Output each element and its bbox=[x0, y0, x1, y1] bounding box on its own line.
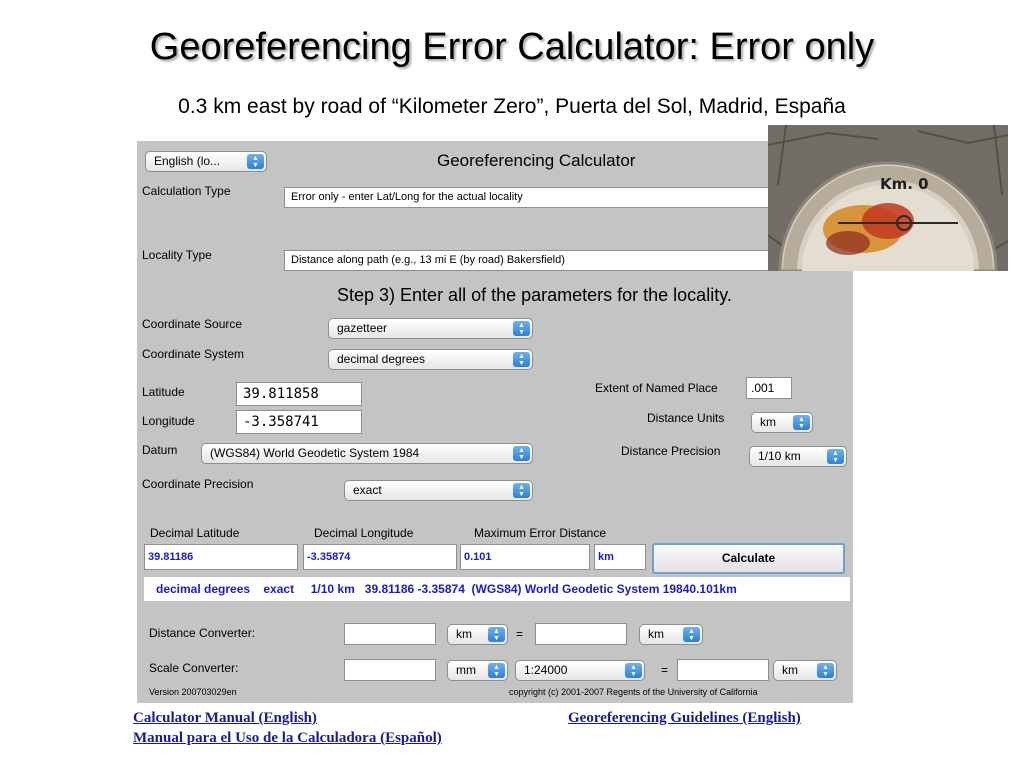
language-select-value: English (lo... bbox=[154, 154, 221, 168]
georeferencing-guidelines-link[interactable]: Georeferencing Guidelines (English) bbox=[568, 710, 801, 726]
coordinate-source-select[interactable] bbox=[328, 318, 533, 339]
coordinate-precision-value: exact bbox=[353, 483, 382, 497]
longitude-label: Longitude bbox=[142, 414, 195, 428]
chevron-updown-icon: ▲ ▼ bbox=[513, 483, 530, 498]
scale-converter-from-unit[interactable] bbox=[447, 660, 508, 681]
chevron-updown-icon: ▲ ▼ bbox=[488, 663, 505, 678]
chevron-updown-icon: ▲ ▼ bbox=[513, 321, 530, 336]
latitude-input[interactable]: 39.811858 bbox=[236, 382, 362, 406]
scale-converter-to-unit[interactable] bbox=[773, 660, 837, 681]
datum-label: Datum bbox=[142, 443, 178, 457]
chevron-updown-icon: ▲ ▼ bbox=[488, 627, 505, 642]
distance-converter-label: Distance Converter: bbox=[149, 626, 256, 640]
distance-precision-select[interactable] bbox=[749, 446, 847, 467]
chevron-updown-icon: ▲ ▼ bbox=[513, 352, 530, 367]
locality-type-label: Locality Type bbox=[142, 248, 212, 262]
decimal-latitude-header: Decimal Latitude bbox=[150, 526, 240, 540]
scale-converter-from-unit-value: mm bbox=[456, 663, 476, 677]
step-instruction: Step 3) Enter all of the parameters for the locality. bbox=[337, 285, 732, 305]
calculator-manual-english-link[interactable]: Calculator Manual (English) bbox=[133, 710, 317, 726]
coordinate-source-label: Coordinate Source bbox=[142, 317, 243, 331]
distance-precision-label: Distance Precision bbox=[621, 444, 721, 458]
copyright-text: copyright (c) 2001-2007 Regents of the University of California bbox=[509, 687, 758, 697]
max-error-header: Maximum Error Distance bbox=[474, 526, 607, 540]
coordinate-system-select[interactable] bbox=[328, 349, 533, 370]
coordinate-precision-label: Coordinate Precision bbox=[142, 477, 254, 491]
distance-converter-from-unit[interactable] bbox=[447, 624, 508, 645]
latitude-label: Latitude bbox=[142, 385, 185, 399]
calculation-type-label: Calculation Type bbox=[142, 184, 231, 198]
language-select[interactable] bbox=[145, 151, 267, 172]
chevron-updown-icon: ▲ ▼ bbox=[827, 449, 844, 464]
distance-units-value: km bbox=[760, 415, 776, 429]
coordinate-precision-select[interactable] bbox=[344, 480, 533, 501]
scale-converter-label: Scale Converter: bbox=[149, 661, 239, 675]
chevron-updown-icon: ▲ ▼ bbox=[683, 627, 700, 642]
coordinate-source-value: gazetteer bbox=[337, 321, 388, 335]
km-zero-plaque-image bbox=[768, 125, 1008, 271]
distance-converter-to-unit-value: km bbox=[648, 627, 664, 641]
version-text: Version 200703029en bbox=[149, 687, 237, 697]
calculation-type-value: Error only - enter Lat/Long for the actual locality bbox=[291, 191, 523, 203]
summary-output: decimal degrees exact 1/10 km 39.81186 -3.35874 (WGS84) World Geodetic System 19840.101km bbox=[144, 577, 850, 601]
coordinate-system-value: decimal degrees bbox=[337, 352, 426, 366]
chevron-updown-icon: ▲ ▼ bbox=[793, 415, 810, 430]
extent-label: Extent of Named Place bbox=[595, 381, 718, 395]
calculator-heading: Georeferencing Calculator bbox=[437, 151, 636, 170]
chevron-updown-icon: ▲ ▼ bbox=[625, 663, 642, 678]
km-zero-plaque-photo bbox=[768, 125, 1008, 271]
distance-converter-input[interactable] bbox=[344, 623, 436, 645]
distance-converter-equals: = bbox=[516, 627, 524, 641]
calculator-manual-spanish-link[interactable]: Manual para el Uso de la Calculadora (Español) bbox=[133, 730, 442, 746]
coordinate-system-label: Coordinate System bbox=[142, 347, 245, 361]
locality-type-value: Distance along path (e.g., 13 mi E (by road) Bakersfield) bbox=[291, 254, 565, 266]
decimal-longitude-header: Decimal Longitude bbox=[314, 526, 414, 540]
plaque-label: Km. 0 bbox=[880, 175, 929, 193]
decimal-latitude-output: 39.81186 bbox=[144, 544, 298, 570]
calculate-button[interactable]: Calculate bbox=[652, 543, 845, 574]
scale-select[interactable] bbox=[515, 660, 645, 681]
error-unit-output: km bbox=[594, 544, 646, 570]
extent-input[interactable]: .001 bbox=[746, 377, 792, 399]
chevron-updown-icon: ▲ ▼ bbox=[247, 154, 264, 169]
scale-converter-input[interactable] bbox=[344, 659, 436, 681]
distance-converter-to-unit[interactable] bbox=[639, 624, 703, 645]
distance-units-select[interactable] bbox=[751, 412, 813, 433]
slide-title: Georeferencing Error Calculator: Error only bbox=[149, 26, 875, 68]
decimal-longitude-output: -3.35874 bbox=[303, 544, 457, 570]
slide-subtitle: 0.3 km east by road of “Kilometer Zero”, Puerta del Sol, Madrid, España bbox=[178, 95, 846, 118]
calculator-panel bbox=[137, 141, 853, 703]
distance-precision-value: 1/10 km bbox=[758, 449, 801, 463]
scale-converter-output bbox=[677, 659, 769, 681]
chevron-updown-icon: ▲ ▼ bbox=[513, 446, 530, 461]
distance-units-label: Distance Units bbox=[647, 411, 725, 425]
datum-select[interactable] bbox=[201, 443, 533, 464]
distance-converter-from-unit-value: km bbox=[456, 627, 472, 641]
scale-converter-to-unit-value: km bbox=[782, 663, 798, 677]
longitude-input[interactable]: -3.358741 bbox=[236, 410, 362, 434]
chevron-updown-icon: ▲ ▼ bbox=[817, 663, 834, 678]
scale-converter-equals: = bbox=[661, 663, 669, 677]
datum-value: (WGS84) World Geodetic System 1984 bbox=[210, 446, 420, 460]
max-error-output: 0.101 bbox=[460, 544, 590, 570]
distance-converter-output bbox=[535, 623, 627, 645]
scale-select-value: 1:24000 bbox=[524, 663, 568, 677]
